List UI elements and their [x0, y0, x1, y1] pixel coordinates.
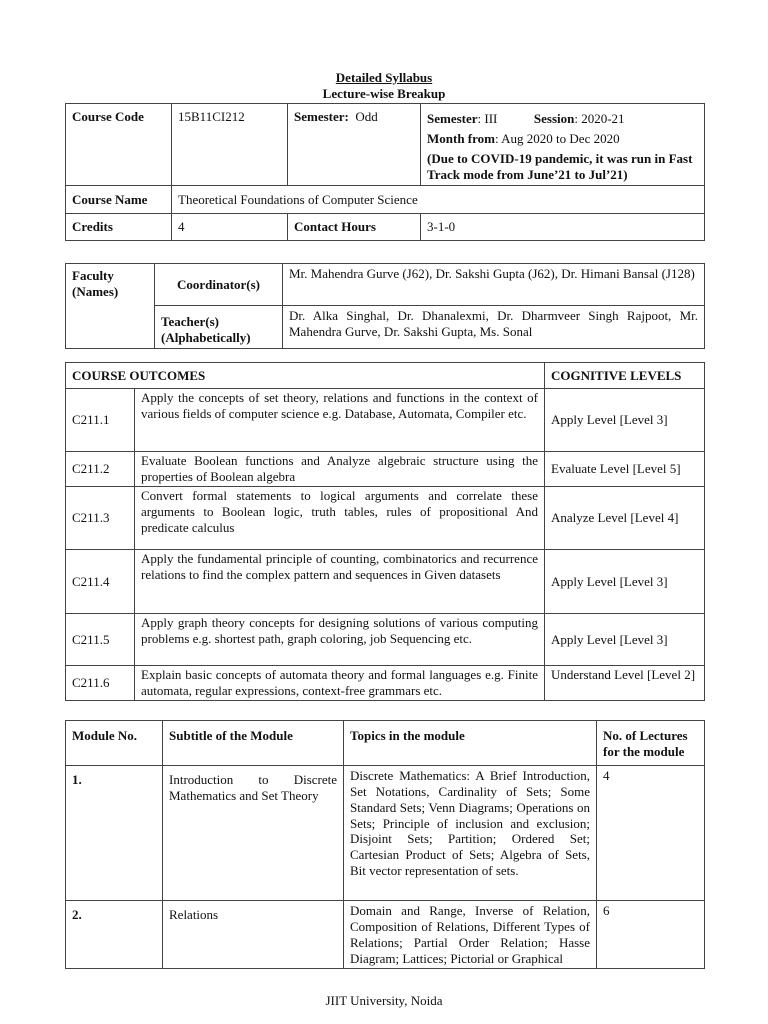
- semester2-value: : III: [477, 111, 498, 126]
- coordinator-label: Coordinator(s): [155, 264, 283, 306]
- table-row: [66, 666, 705, 701]
- module-no-header: Module No.: [66, 721, 163, 766]
- module-number: 2.: [66, 901, 163, 969]
- module-topics: Discrete Mathematics: A Brief Introduction, Set Notations, Cardinality of Sets; Some Standard Sets; Venn Diagrams; Operations on Sets; Principle of inclusion and exclusion; Disjoint Sets; Partition; Ordered Set; Cartesian Product of Sets; Algebra of Sets, Bit vector representation of sets.: [344, 766, 597, 901]
- month-line: [427, 129, 698, 149]
- page-title: Detailed Syllabus: [335, 70, 433, 85]
- contact-hours-label: Contact Hours: [288, 214, 421, 241]
- covid-note: (Due to COVID-19 pandemic, it was run in Fast Track mode from June’21 to Jul’21): [427, 151, 693, 182]
- outcome-code: C211.2: [66, 452, 135, 487]
- table-row: [66, 901, 705, 969]
- course-code-value: 15B11CI212: [172, 104, 288, 186]
- outcome-code: C211.4: [66, 550, 135, 614]
- month-label: Month from: [427, 131, 496, 146]
- course-name-label: Course Name: [66, 186, 172, 214]
- semester-session-line: [427, 109, 698, 129]
- outcome-description: Convert formal statements to logical arguments and correlate these arguments to Boolean logic, truth tables, rules of propositional And predicate calculus: [135, 487, 545, 550]
- document-heading: [0, 70, 768, 102]
- coordinator-names: Mr. Mahendra Gurve (J62), Dr. Sakshi Gupta (J62), Dr. Himani Bansal (J128): [283, 264, 705, 306]
- table-row: [66, 766, 705, 901]
- module-lectures: 6: [597, 901, 705, 969]
- semester-label: Semester:: [294, 109, 349, 124]
- module-lectures: 4: [597, 766, 705, 901]
- outcome-level: Apply Level [Level 3]: [545, 614, 705, 666]
- outcome-level: Understand Level [Level 2]: [545, 666, 705, 701]
- outcome-level: Apply Level [Level 3]: [545, 389, 705, 452]
- module-subtitle-header: Subtitle of the Module: [163, 721, 344, 766]
- contact-hours-value: 3-1-0: [421, 214, 705, 241]
- faculty-table: [65, 263, 705, 349]
- session-label: Session: [533, 111, 575, 126]
- outcome-description: Apply the concepts of set theory, relations and functions in the context of various fields of computer science e.g. Database, Automata, Compiler etc.: [135, 389, 545, 452]
- course-outcomes-table: [65, 362, 705, 701]
- outcome-level: Apply Level [Level 3]: [545, 550, 705, 614]
- module-lectures-header: No. of Lectures for the module: [597, 721, 705, 766]
- outcome-level: Evaluate Level [Level 5]: [545, 452, 705, 487]
- course-info-table: [65, 103, 705, 241]
- outcome-description: Explain basic concepts of automata theory and formal languages e.g. Finite automata, regular expressions, context-free grammars etc.: [135, 666, 545, 701]
- module-topics: Domain and Range, Inverse of Relation, Composition of Relations, Different Types of Relations; Partial Order Relation; Hasse Diagram; Lattices; Pictorial or Graphical: [344, 901, 597, 969]
- session-value: : 2020-21: [574, 111, 625, 126]
- module-subtitle: Relations: [163, 901, 344, 969]
- module-subtitle: Introduction to Discrete Mathematics and Set Theory: [163, 766, 344, 901]
- outcome-level: Analyze Level [Level 4]: [545, 487, 705, 550]
- outcome-code: C211.5: [66, 614, 135, 666]
- outcome-description: Apply the fundamental principle of counting, combinatorics and recurrence relations to find the complex pattern and sequences in Given datasets: [135, 550, 545, 614]
- table-row: [66, 487, 705, 550]
- module-number: 1.: [66, 766, 163, 901]
- faculty-label: Faculty (Names): [66, 264, 155, 349]
- teacher-label: Teacher(s) (Alphabetically): [155, 306, 283, 349]
- outcomes-header: COURSE OUTCOMES: [66, 363, 545, 389]
- semester-cell: [288, 104, 421, 186]
- table-row: [66, 389, 705, 452]
- month-value: : Aug 2020 to Dec 2020: [495, 131, 620, 146]
- outcome-code: C211.6: [66, 666, 135, 701]
- module-topics-header: Topics in the module: [344, 721, 597, 766]
- table-row: [66, 452, 705, 487]
- outcome-description: Evaluate Boolean functions and Analyze algebraic structure using the properties of Boolean algebra: [135, 452, 545, 487]
- cognitive-levels-header: COGNITIVE LEVELS: [545, 363, 705, 389]
- credits-value: 4: [172, 214, 288, 241]
- table-row: [66, 550, 705, 614]
- semester2-label: Semester: [427, 111, 478, 126]
- semester-session-cell: [421, 104, 705, 186]
- outcome-description: Apply graph theory concepts for designing solutions of various computing problems e.g. shortest path, graph coloring, job Sequencing etc.: [135, 614, 545, 666]
- page-subtitle: Lecture-wise Breakup: [322, 86, 446, 101]
- credits-label: Credits: [66, 214, 172, 241]
- table-row: [66, 614, 705, 666]
- outcome-code: C211.1: [66, 389, 135, 452]
- semester-value: Odd: [355, 109, 378, 124]
- page-footer: JIIT University, Noida: [325, 993, 443, 1008]
- outcome-code: C211.3: [66, 487, 135, 550]
- course-name-value: Theoretical Foundations of Computer Science: [172, 186, 705, 214]
- course-code-label: Course Code: [66, 104, 172, 186]
- modules-table: [65, 720, 705, 969]
- teacher-names: Dr. Alka Singhal, Dr. Dhanalexmi, Dr. Dharmveer Singh Rajpoot, Mr. Mahendra Gurve, Dr. Sakshi Gupta, Ms. Sonal: [283, 306, 705, 349]
